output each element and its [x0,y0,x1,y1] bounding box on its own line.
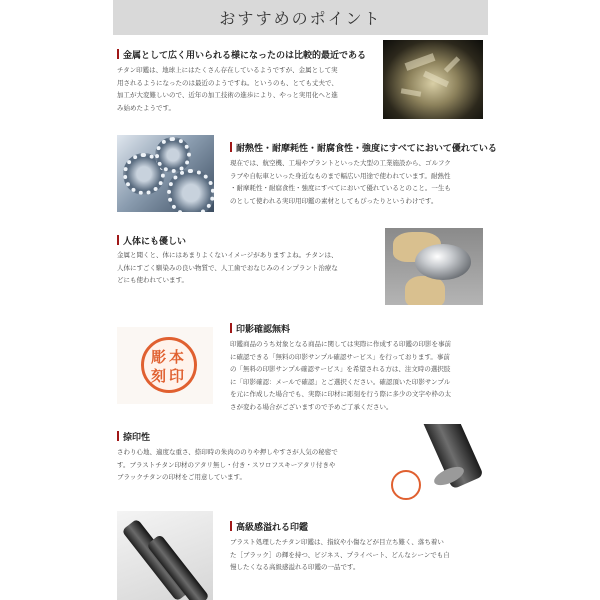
section-heading-durability: 耐熱性・耐摩耗性・耐腐食性・強度にすべてにおいて優れている [230,141,497,154]
body-line: す。ブラストチタン印材のアタリ無し・付き・スワロフスキーアタリ付きや [117,460,336,469]
body-line: の「無料の印影サンプル確認サービス」を希望される方は、注文時の選択肢 [230,365,451,374]
section-heading-body-friendly: 人体にも優しい [117,234,186,247]
body-line: ラブや自転車といった身近なものまで幅広い用途で使われています。耐熱性 [230,171,451,180]
body-line: 現在では、航空機、工場やプラントといった大型の工業施設から、ゴルフク [230,159,451,167]
body-line: どにも使われています。 [117,276,188,285]
section-body-metal [117,64,379,114]
body-line: み始めたようです。 [117,103,175,112]
body-line: ブラックチタンの印材をご用意しています。 [117,473,247,482]
body-line: 加工が大変難しいので、近年の加工技術の進歩により、やっと実用化へと進 [117,91,338,100]
section-body-stamping [117,446,379,484]
body-line: を元に作成した場合でも、実際に印材に彫刻を行う際に多少の文字や枠の太 [230,390,451,399]
black-titanium-seals-image [117,511,213,600]
body-line: さわり心地、適度な重さ、捺印時の朱肉ののりや押しやすさが人気の秘密で [117,448,338,456]
section-heading-stamping: 捺印性 [117,430,150,443]
section-heading-metal: 金属として広く用いられる様になったのは比較的最近である [117,48,366,61]
body-line: 金属と聞くと、体にはあまりよくないイメージがありますよね。チタンは、 [117,251,338,259]
body-line: に「印影確認：メールで確認」とご選択ください。確認頂いた印影サンプル [230,377,451,386]
seal-impression-image [117,327,213,404]
titanium-ore-image [383,40,483,119]
knee-implant-image [385,228,483,305]
section-heading-free-proof: 印影確認無料 [230,322,290,335]
body-line: た［ブラック］の輝を持つ、ビジネス、プライベート、どんなシーンでも自 [230,550,450,559]
machinery-gears-image [117,135,214,212]
section-body-durability [230,157,492,207]
body-line: さが変わる場合がございますので予めご了承ください。 [230,402,393,411]
section-heading-luxury: 高級感溢れる印鑑 [230,520,308,533]
body-line: チタン印鑑は、地球上にはたくさん存在しているようですが、金属として実 [117,66,338,74]
body-line: 用されるようになったのは最近のようですね。というのも、とても丈夫で、 [117,78,338,87]
body-line: 慢したくなる高級感溢れる印鑑の一品です。 [230,563,360,572]
body-line: ブラスト処理したチタン印鑑は、指紋や小傷などが目立ち難く、落ち着い [230,538,444,546]
body-line: 人体にすごく馴染みの良い物質で、人工歯でおなじみのインプラント治療な [117,263,338,272]
section-body-body-friendly [117,249,379,287]
stamp-tool-image [385,424,483,502]
body-line: に確認できる「無料の印影サンプル確認サービス」を行っております。事前 [230,352,450,361]
body-line: のとして使われる実印用印鑑の素材としてもぴったりというわけです。 [230,196,438,205]
section-body-free-proof [230,338,492,414]
body-line: 印鑑商品のうち対象となる商品に関しては実際に作成する印鑑の印影を事前 [230,340,451,348]
section-banner [113,0,488,35]
body-line: ・耐摩耗性・耐腐食性・強度にすべてにおいて優れているとのこと。一生も [230,184,451,193]
banner-title: おすすめのポイント [219,9,382,28]
seal-stamp: 本 印 彫 刻 [141,337,197,393]
section-body-luxury [230,536,492,574]
